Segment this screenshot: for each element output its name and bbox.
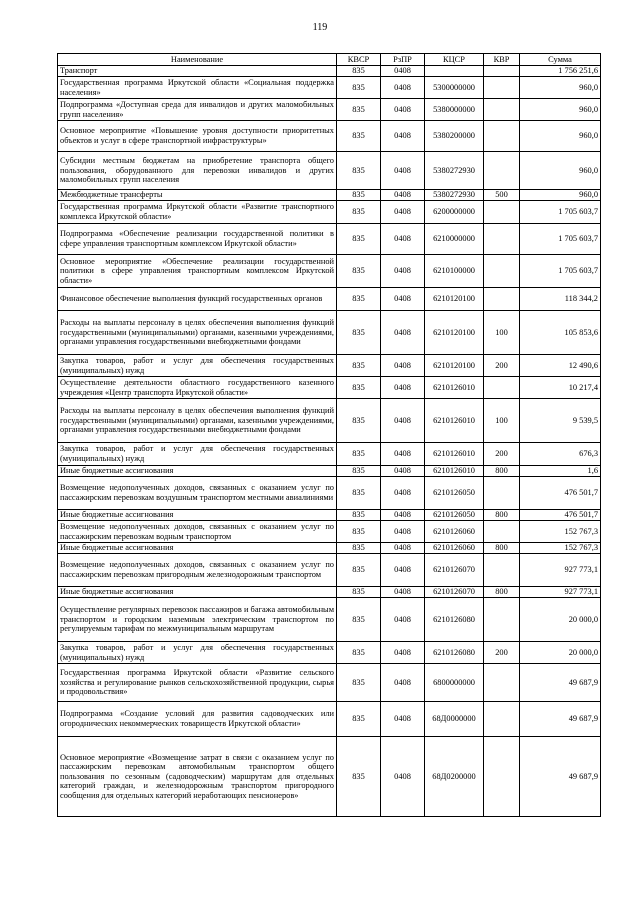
cell-name: Подпрограмма «Доступная среда для инвалидов и других маломобильных групп населения» [58, 99, 337, 121]
cell-sum: 960,0 [520, 152, 601, 190]
cell-rzpr: 0408 [381, 598, 425, 642]
cell-rzpr: 0408 [381, 99, 425, 121]
cell-kvr [484, 288, 520, 311]
cell-rzpr: 0408 [381, 311, 425, 355]
cell-kvsr: 835 [337, 99, 381, 121]
cell-kvr: 200 [484, 443, 520, 466]
cell-kcsr: 5380200000 [425, 121, 484, 152]
cell-sum: 1,6 [520, 466, 601, 477]
cell-kcsr: 6210126010 [425, 377, 484, 399]
cell-name: Закупка товаров, работ и услуг для обеспечения государственных (муниципальных) нужд [58, 642, 337, 664]
table-row [58, 399, 601, 443]
cell-name: Осуществление регулярных перевозок пассажиров и багажа автомобильным транспортом и городским наземным электрическим транспортом по регулируемым тарифам по межмуниципальным маршрутам [58, 598, 337, 642]
table-row [58, 477, 601, 510]
cell-name: Подпрограмма «Обеспечение реализации государственной политики в сфере управления транспортным комплексом Иркутской области» [58, 224, 337, 255]
cell-kvsr: 835 [337, 521, 381, 543]
cell-rzpr: 0408 [381, 66, 425, 77]
table-row [58, 510, 601, 521]
cell-sum: 10 217,4 [520, 377, 601, 399]
cell-kvsr: 835 [337, 377, 381, 399]
cell-rzpr: 0408 [381, 77, 425, 99]
cell-sum: 20 000,0 [520, 642, 601, 664]
cell-name: Иные бюджетные ассигнования [58, 466, 337, 477]
cell-name: Закупка товаров, работ и услуг для обеспечения государственных (муниципальных) нужд [58, 443, 337, 466]
cell-kvsr: 835 [337, 311, 381, 355]
col-header-kcsr: КЦСР [425, 54, 484, 66]
cell-name: Иные бюджетные ассигнования [58, 587, 337, 598]
cell-kvsr: 835 [337, 190, 381, 201]
cell-sum: 152 767,3 [520, 543, 601, 554]
cell-sum: 960,0 [520, 77, 601, 99]
cell-kvr [484, 702, 520, 737]
cell-rzpr: 0408 [381, 201, 425, 224]
table-row [58, 521, 601, 543]
cell-kvr: 800 [484, 543, 520, 554]
cell-sum: 927 773,1 [520, 554, 601, 587]
cell-rzpr: 0408 [381, 510, 425, 521]
cell-rzpr: 0408 [381, 121, 425, 152]
cell-kvsr: 835 [337, 664, 381, 702]
cell-kcsr: 6800000000 [425, 664, 484, 702]
cell-name: Финансовое обеспечение выполнения функций государственных органов [58, 288, 337, 311]
cell-sum: 927 773,1 [520, 587, 601, 598]
table-row [58, 355, 601, 377]
cell-name: Основное мероприятие «Возмещение затрат в связи с оказанием услуг по пассажирским перевозкам автомобильным транспортом общего пользования по сезонным (садоводческим) маршрутам для отдельных категорий граждан, и железнодорожным транспортом пригородного сообщения для отдельных категорий неработающих пенсионеров» [58, 737, 337, 817]
cell-sum: 960,0 [520, 190, 601, 201]
cell-name: Государственная программа Иркутской области «Развитие транспортного комплекса Иркутской области» [58, 201, 337, 224]
cell-name: Транспорт [58, 66, 337, 77]
cell-name: Возмещение недополученных доходов, связанных с оказанием услуг по пассажирским перевозкам водным транспортом [58, 521, 337, 543]
cell-kvsr: 835 [337, 121, 381, 152]
cell-name: Субсидии местным бюджетам на приобретение транспорта общего пользования, оборудованного для перевозки инвалидов и других маломобильных групп населения [58, 152, 337, 190]
cell-name: Осуществление деятельности областного государственного казенного учреждения «Центр транспорта Иркутской области» [58, 377, 337, 399]
cell-name: Государственная программа Иркутской области «Развитие сельского хозяйства и регулирование рынков сельскохозяйственной продукции, сырья и продовольствия» [58, 664, 337, 702]
cell-name: Межбюджетные трансферты [58, 190, 337, 201]
cell-rzpr: 0408 [381, 664, 425, 702]
cell-kvr [484, 554, 520, 587]
cell-kcsr: 5380000000 [425, 99, 484, 121]
cell-kcsr: 6210126050 [425, 510, 484, 521]
cell-kvsr: 835 [337, 201, 381, 224]
cell-kvsr: 835 [337, 642, 381, 664]
col-header-kvr: КВР [484, 54, 520, 66]
cell-kvsr: 835 [337, 255, 381, 288]
cell-kvr [484, 664, 520, 702]
cell-kcsr: 6210126010 [425, 466, 484, 477]
cell-kvr [484, 224, 520, 255]
page-number: 119 [312, 22, 328, 33]
cell-rzpr: 0408 [381, 377, 425, 399]
cell-kvsr: 835 [337, 77, 381, 99]
cell-sum: 12 490,6 [520, 355, 601, 377]
cell-kcsr [425, 66, 484, 77]
cell-kvr: 200 [484, 355, 520, 377]
cell-name: Возмещение недополученных доходов, связанных с оказанием услуг по пассажирским перевозкам пригородным железнодорожным транспортом [58, 554, 337, 587]
cell-rzpr: 0408 [381, 477, 425, 510]
cell-sum: 1 705 603,7 [520, 224, 601, 255]
cell-sum: 1 705 603,7 [520, 255, 601, 288]
cell-sum: 1 756 251,6 [520, 66, 601, 77]
cell-kcsr: 5380272930 [425, 190, 484, 201]
budget-table [57, 53, 601, 817]
table-row [58, 190, 601, 201]
table-row [58, 466, 601, 477]
cell-kvsr: 835 [337, 224, 381, 255]
cell-name: Иные бюджетные ассигнования [58, 510, 337, 521]
cell-kvsr: 835 [337, 543, 381, 554]
cell-kvsr: 835 [337, 66, 381, 77]
cell-sum: 118 344,2 [520, 288, 601, 311]
cell-name: Основное мероприятие «Повышение уровня доступности приоритетных объектов и услуг в сфере транспортной инфраструктуры» [58, 121, 337, 152]
cell-sum: 49 687,9 [520, 702, 601, 737]
table-header-row [58, 54, 601, 66]
cell-rzpr: 0408 [381, 587, 425, 598]
cell-kvr [484, 152, 520, 190]
cell-kvsr: 835 [337, 737, 381, 817]
cell-name: Иные бюджетные ассигнования [58, 543, 337, 554]
cell-sum: 960,0 [520, 121, 601, 152]
table-row [58, 443, 601, 466]
cell-kcsr: 6200000000 [425, 201, 484, 224]
cell-sum: 676,3 [520, 443, 601, 466]
cell-sum: 9 539,5 [520, 399, 601, 443]
cell-kcsr: 68Д0000000 [425, 702, 484, 737]
cell-rzpr: 0408 [381, 702, 425, 737]
table-body [58, 66, 601, 817]
cell-rzpr: 0408 [381, 642, 425, 664]
cell-kcsr: 6210126060 [425, 521, 484, 543]
table-row [58, 587, 601, 598]
cell-sum: 49 687,9 [520, 664, 601, 702]
table-row [58, 99, 601, 121]
table-row [58, 288, 601, 311]
table-row [58, 77, 601, 99]
cell-kvr [484, 521, 520, 543]
cell-rzpr: 0408 [381, 355, 425, 377]
cell-kvr: 500 [484, 190, 520, 201]
cell-kcsr: 6210120100 [425, 355, 484, 377]
cell-sum: 476 501,7 [520, 477, 601, 510]
cell-kvr: 200 [484, 642, 520, 664]
cell-rzpr: 0408 [381, 443, 425, 466]
cell-kvr [484, 201, 520, 224]
cell-kvsr: 835 [337, 288, 381, 311]
cell-kcsr: 6210000000 [425, 224, 484, 255]
cell-kcsr: 68Д0200000 [425, 737, 484, 817]
table-row [58, 543, 601, 554]
cell-kcsr: 6210126080 [425, 598, 484, 642]
cell-kvr [484, 121, 520, 152]
cell-rzpr: 0408 [381, 466, 425, 477]
cell-name: Основное мероприятие «Обеспечение реализации государственной политики в сфере управления транспортным комплексом Иркутской области» [58, 255, 337, 288]
table-row [58, 642, 601, 664]
cell-kvsr: 835 [337, 152, 381, 190]
cell-kcsr: 6210126050 [425, 477, 484, 510]
cell-rzpr: 0408 [381, 152, 425, 190]
cell-kvr [484, 737, 520, 817]
table-row [58, 377, 601, 399]
table-row [58, 737, 601, 817]
table-row [58, 121, 601, 152]
cell-kvr: 100 [484, 311, 520, 355]
cell-kvr [484, 477, 520, 510]
cell-kvsr: 835 [337, 399, 381, 443]
cell-rzpr: 0408 [381, 255, 425, 288]
cell-sum: 152 767,3 [520, 521, 601, 543]
cell-kvsr: 835 [337, 702, 381, 737]
cell-rzpr: 0408 [381, 190, 425, 201]
cell-sum: 105 853,6 [520, 311, 601, 355]
col-header-sum: Сумма [520, 54, 601, 66]
cell-rzpr: 0408 [381, 543, 425, 554]
cell-rzpr: 0408 [381, 224, 425, 255]
cell-kvsr: 835 [337, 598, 381, 642]
cell-kcsr: 6210120100 [425, 311, 484, 355]
table-row [58, 201, 601, 224]
cell-kvr [484, 77, 520, 99]
cell-kvsr: 835 [337, 466, 381, 477]
cell-rzpr: 0408 [381, 288, 425, 311]
cell-rzpr: 0408 [381, 399, 425, 443]
cell-kvsr: 835 [337, 355, 381, 377]
cell-kvsr: 835 [337, 443, 381, 466]
cell-kvr: 800 [484, 510, 520, 521]
table-row [58, 702, 601, 737]
cell-sum: 476 501,7 [520, 510, 601, 521]
cell-kcsr: 6210126080 [425, 642, 484, 664]
cell-kvr [484, 255, 520, 288]
cell-name: Расходы на выплаты персоналу в целях обеспечения выполнения функций государственными (муниципальными) органами, казенными учреждениями, органами управления государственными внебюджетными фондами [58, 311, 337, 355]
cell-kcsr: 6210126070 [425, 587, 484, 598]
cell-kcsr: 6210120100 [425, 288, 484, 311]
cell-kcsr: 6210126010 [425, 399, 484, 443]
table-row [58, 255, 601, 288]
cell-kcsr: 6210100000 [425, 255, 484, 288]
cell-rzpr: 0408 [381, 737, 425, 817]
cell-kvr [484, 99, 520, 121]
cell-kvsr: 835 [337, 510, 381, 521]
cell-kvsr: 835 [337, 477, 381, 510]
table-row [58, 66, 601, 77]
cell-name: Расходы на выплаты персоналу в целях обеспечения выполнения функций государственными (муниципальными) органами, казенными учреждениями, органами управления государственными внебюджетными фондами [58, 399, 337, 443]
cell-name: Государственная программа Иркутской области «Социальная поддержка населения» [58, 77, 337, 99]
cell-sum: 1 705 603,7 [520, 201, 601, 224]
cell-kvr [484, 66, 520, 77]
table-row [58, 311, 601, 355]
table-row [58, 664, 601, 702]
table-row [58, 224, 601, 255]
col-header-kvsr: КВСР [337, 54, 381, 66]
cell-name: Подпрограмма «Создание условий для развития садоводческих или огороднических некоммерческих товариществ Иркутской области» [58, 702, 337, 737]
cell-kcsr: 6210126060 [425, 543, 484, 554]
col-header-name: Наименование [58, 54, 337, 66]
cell-kcsr: 6210126070 [425, 554, 484, 587]
cell-kcsr: 6210126010 [425, 443, 484, 466]
cell-kvr [484, 598, 520, 642]
cell-name: Возмещение недополученных доходов, связанных с оказанием услуг по пассажирским перевозкам воздушным транспортом местными авиалиниями [58, 477, 337, 510]
cell-kvr [484, 377, 520, 399]
cell-rzpr: 0408 [381, 554, 425, 587]
cell-sum: 960,0 [520, 99, 601, 121]
table-row [58, 152, 601, 190]
table-row [58, 598, 601, 642]
cell-rzpr: 0408 [381, 521, 425, 543]
cell-sum: 20 000,0 [520, 598, 601, 642]
cell-kvsr: 835 [337, 554, 381, 587]
cell-kvr: 100 [484, 399, 520, 443]
table-row [58, 554, 601, 587]
cell-kvr: 800 [484, 466, 520, 477]
cell-name: Закупка товаров, работ и услуг для обеспечения государственных (муниципальных) нужд [58, 355, 337, 377]
cell-kcsr: 5300000000 [425, 77, 484, 99]
cell-kcsr: 5380272930 [425, 152, 484, 190]
cell-kvsr: 835 [337, 587, 381, 598]
col-header-rzpr: РзПР [381, 54, 425, 66]
cell-sum: 49 687,9 [520, 737, 601, 817]
cell-kvr: 800 [484, 587, 520, 598]
